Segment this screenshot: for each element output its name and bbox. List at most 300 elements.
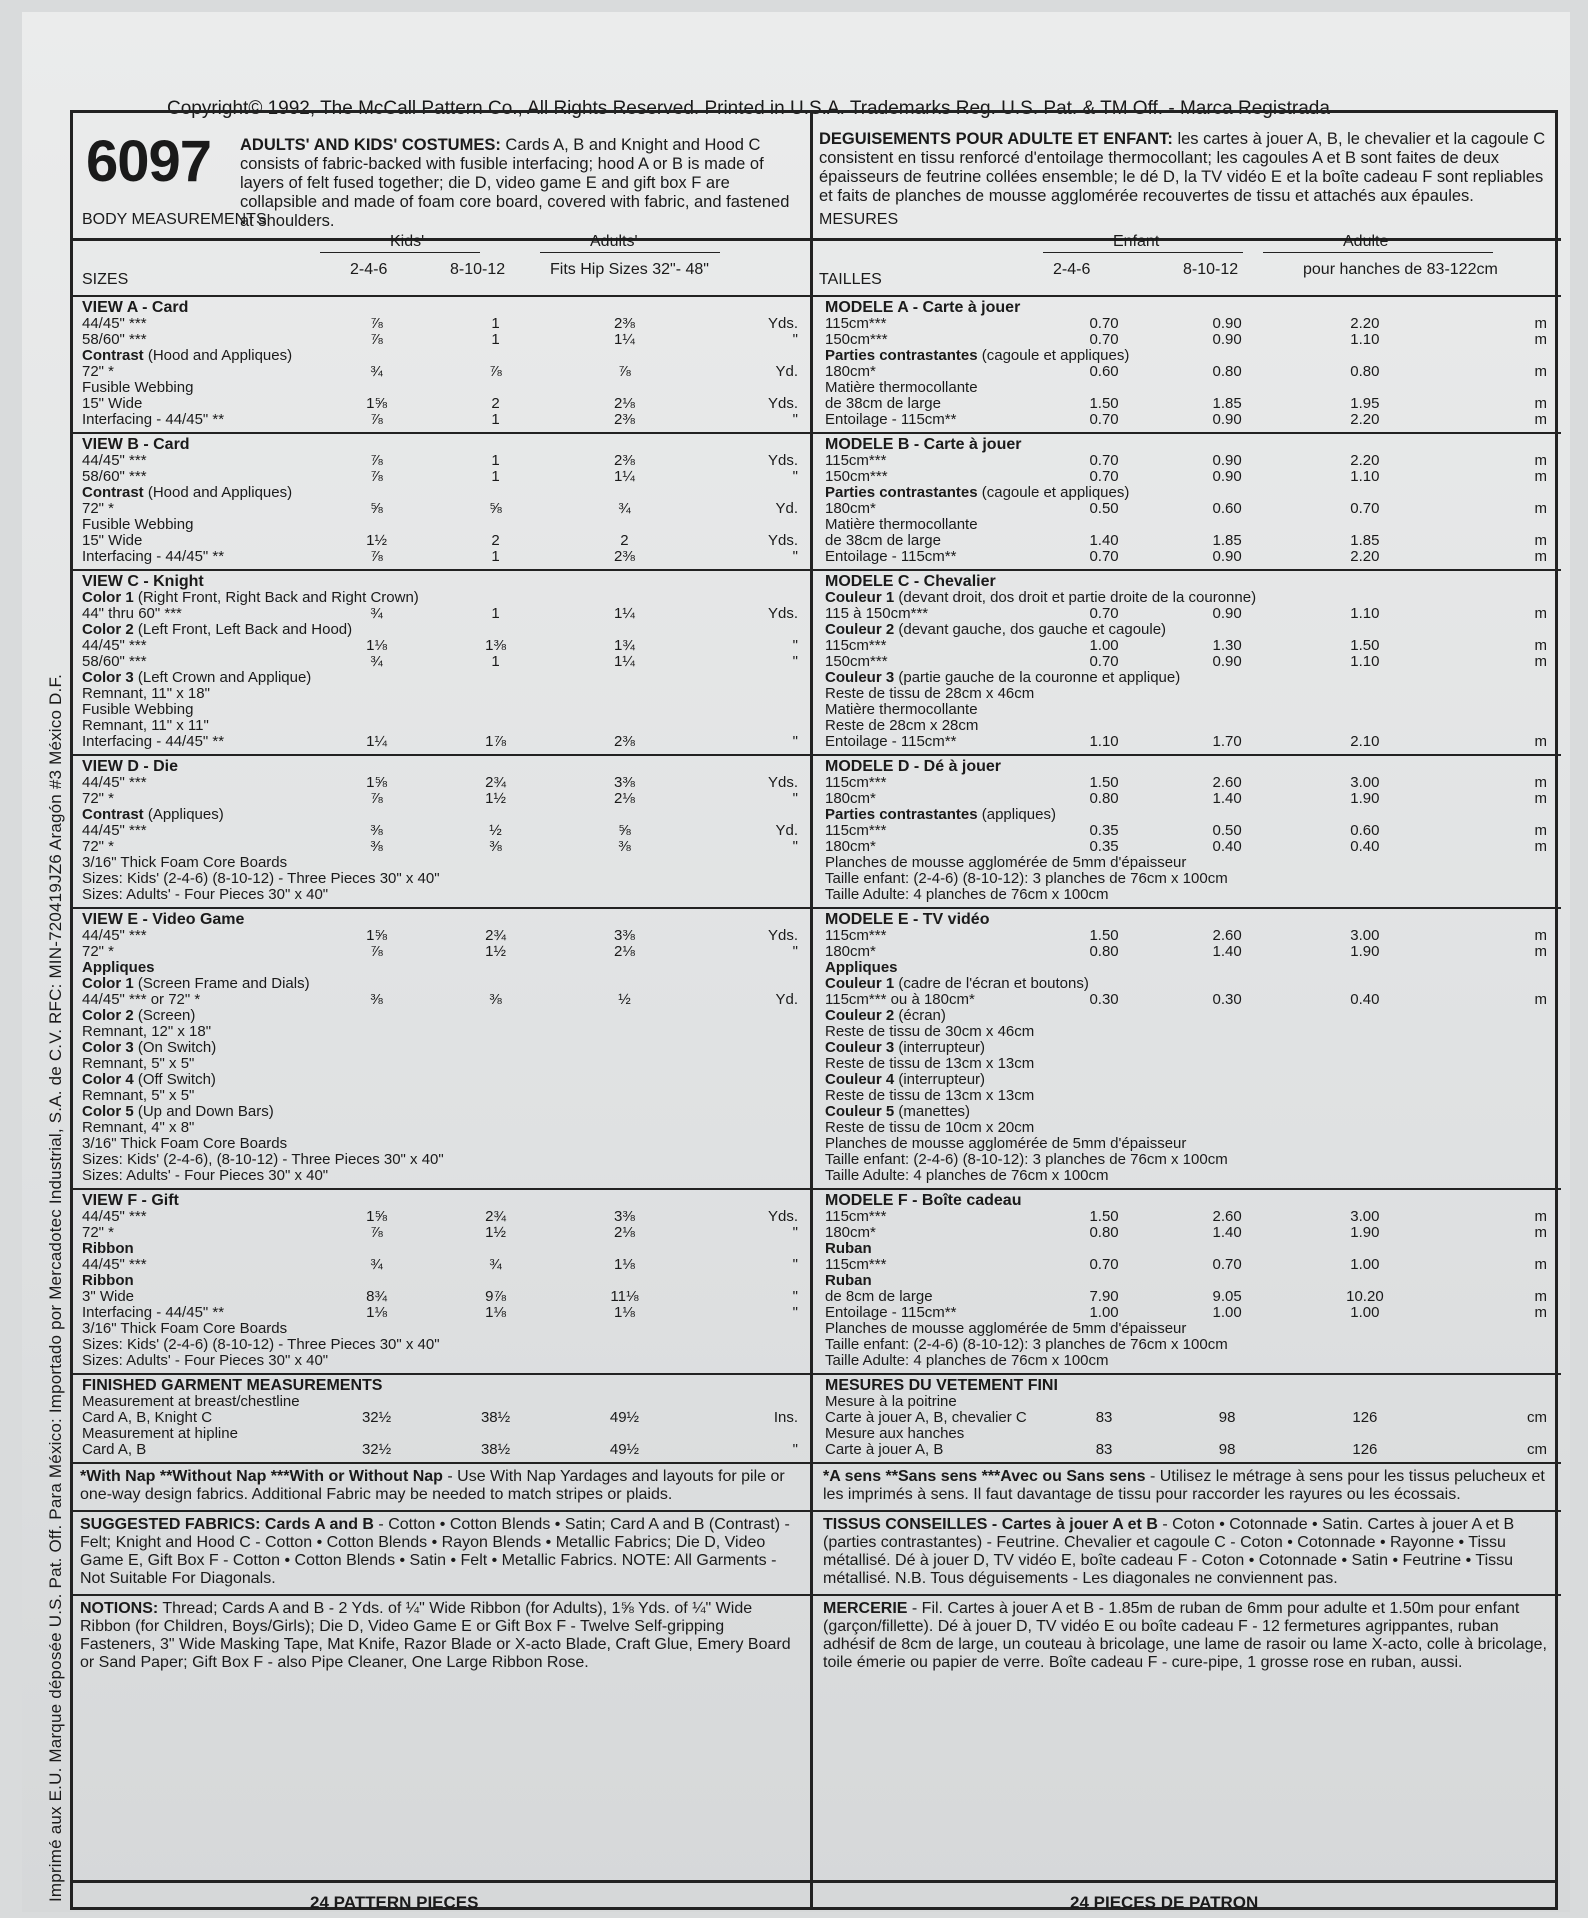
amount-cell: 0.70 — [1089, 452, 1119, 469]
yardage-section — [70, 297, 810, 434]
row-label: 15" Wide — [82, 395, 143, 412]
yardage-row — [70, 686, 810, 702]
unit-cell: m — [1534, 1256, 1547, 1273]
amount-cell: 2¾ — [485, 927, 506, 944]
yardage-row — [813, 590, 1561, 606]
yardage-row — [813, 316, 1561, 332]
notions-heading: NOTIONS: — [80, 1600, 159, 1617]
amount-cell: 38½ — [480, 1441, 511, 1458]
amount-cell: ¾ — [370, 605, 383, 622]
yardage-row — [813, 396, 1561, 412]
view-heading: MODELE C - Chevalier — [825, 573, 996, 590]
amount-cell: ⅝ — [618, 822, 631, 839]
row-label: 3" Wide — [82, 1288, 135, 1305]
row-label-rest: (Up and Down Bars) — [133, 1103, 274, 1120]
row-label: Sizes: Adults' - Four Pieces 30" x 40" — [82, 886, 329, 903]
unit-cell: Yds. — [767, 1208, 798, 1225]
enfant-label: Enfant — [1113, 233, 1160, 250]
english-title: ADULTS' AND KIDS' COSTUMES: — [240, 136, 501, 154]
row-label: Reste de tissu de 30cm x 46cm — [825, 1023, 1035, 1040]
unit-cell: " — [792, 838, 798, 855]
yardage-row — [813, 1321, 1561, 1337]
row-label-rest: (appliques) — [977, 806, 1056, 823]
amount-cell: 1.90 — [1350, 790, 1380, 807]
yardage-row — [70, 654, 810, 670]
amount-cell: 0.40 — [1212, 838, 1242, 855]
yardage-row — [813, 638, 1561, 654]
row-label: Interfacing - 44/45" ** — [82, 548, 225, 565]
row-label-bold: Parties contrastantes — [825, 347, 978, 364]
row-label: 72" * — [82, 790, 115, 807]
amount-cell: ⅞ — [370, 452, 383, 469]
view-heading: MODELE A - Carte à jouer — [825, 299, 1021, 316]
view-heading: VIEW D - Die — [82, 758, 179, 775]
yardage-row — [813, 718, 1561, 734]
row-label-bold: Color 1 — [82, 589, 134, 606]
amount-cell: 0.70 — [1089, 653, 1119, 670]
amount-cell: 0.30 — [1212, 991, 1242, 1008]
amount-cell: ⅞ — [370, 548, 383, 565]
yardage-row — [813, 1088, 1561, 1104]
unit-cell: m — [1534, 790, 1547, 807]
unit-cell: m — [1534, 838, 1547, 855]
yardage-row — [813, 807, 1561, 823]
unit-cell: m — [1534, 395, 1547, 412]
yardage-row — [70, 1378, 810, 1394]
amount-cell: 2.20 — [1350, 411, 1380, 428]
row-label: 180cm* — [825, 943, 876, 960]
amount-cell: 32½ — [361, 1409, 392, 1426]
unit-cell: m — [1534, 1304, 1547, 1321]
yardage-row — [813, 654, 1561, 670]
adulte-label: Adulte — [1343, 233, 1389, 250]
view-heading: VIEW F - Gift — [82, 1192, 179, 1209]
amount-cell: 9.05 — [1212, 1288, 1242, 1305]
unit-cell: Yd. — [775, 500, 798, 517]
row-label: Planches de mousse agglomérée de 5mm d'épaisseur — [825, 1320, 1187, 1337]
unit-cell: Yds. — [767, 315, 798, 332]
english-description — [240, 136, 802, 231]
yardage-row — [70, 855, 810, 871]
amount-cell: 2⅜ — [614, 315, 635, 332]
amount-cell: 0.35 — [1089, 822, 1119, 839]
row-label-bold: Color 3 — [82, 669, 134, 686]
yardage-row — [813, 364, 1561, 380]
amount-cell: 1 — [491, 468, 500, 485]
yardage-row — [813, 469, 1561, 485]
row-label — [813, 1040, 1045, 1056]
amount-cell: 9⅞ — [485, 1288, 506, 1305]
row-label-rest: (Appliques) — [143, 806, 224, 823]
yardage-row — [70, 574, 810, 590]
nap-text-fr: - Utilisez le métrage à sens pour les tissus pelucheux et les imprimés à sens. Il faut davantage de tissu pour raccorder les rayures ou les écossais. — [823, 1468, 1545, 1503]
row-label — [813, 960, 1045, 976]
yardage-row — [813, 412, 1561, 428]
unit-cell: Yds. — [767, 532, 798, 549]
yardage-row — [70, 1193, 810, 1209]
yardage-row — [70, 606, 810, 622]
row-label — [813, 589, 1257, 606]
amount-cell: 1 — [491, 315, 500, 332]
row-label — [813, 1008, 1045, 1024]
amount-cell: 3⅜ — [614, 1208, 635, 1225]
row-label — [813, 1241, 1045, 1257]
yardage-row — [813, 300, 1561, 316]
yardage-row — [813, 1008, 1561, 1024]
amount-cell: 2 — [620, 532, 629, 549]
row-label — [813, 975, 1089, 992]
row-label: 72" * — [82, 1224, 115, 1241]
amount-cell: 3.00 — [1350, 774, 1380, 791]
unit-cell: " — [792, 653, 798, 670]
yardage-row — [813, 1225, 1561, 1241]
row-label: Sizes: Adults' - Four Pieces 30" x 40" — [82, 1167, 329, 1184]
amount-cell: 0.70 — [1089, 548, 1119, 565]
row-label-bold: Color 2 — [82, 621, 134, 638]
unit-cell: cm — [1527, 1409, 1547, 1426]
row-label-bold: Couleur 1 — [825, 589, 895, 606]
row-label: 150cm*** — [825, 653, 888, 670]
row-label: Sizes: Adults' - Four Pieces 30" x 40" — [82, 1352, 329, 1369]
amount-cell: 0.80 — [1212, 363, 1242, 380]
unit-cell: m — [1534, 331, 1547, 348]
amount-cell: 49½ — [609, 1409, 640, 1426]
yardage-row — [70, 791, 810, 807]
footer-bar — [70, 1880, 1558, 1913]
row-label: 44/45" *** — [82, 1208, 147, 1225]
yardage-section — [813, 434, 1561, 571]
yardage-row — [70, 702, 810, 718]
amount-cell: 0.90 — [1212, 605, 1242, 622]
copyright-line: Copyright© 1992, The McCall Pattern Co., All Rights Reserved. Printed in U.S.A. Trademarks Reg. U.S. Pat. & TM Off. - Marca Registrada — [167, 98, 1330, 119]
french-size-header — [813, 211, 1561, 297]
yardage-row — [70, 944, 810, 960]
row-label: Taille Adulte: 4 planches de 76cm x 100cm — [825, 1352, 1109, 1369]
row-label-rest: (On Switch) — [133, 1039, 217, 1056]
amount-cell: 83 — [1095, 1441, 1113, 1458]
row-label: 58/60" *** — [82, 331, 147, 348]
unit-cell: Ins. — [773, 1409, 798, 1426]
taille-col-3: pour hanches de 83-122cm — [1303, 261, 1498, 278]
yardage-row — [70, 1088, 810, 1104]
yardage-row — [70, 1040, 810, 1056]
yardage-row — [70, 380, 810, 396]
amount-cell: 0.70 — [1089, 1256, 1119, 1273]
amount-cell: ⅜ — [618, 838, 631, 855]
row-label — [813, 1104, 1045, 1120]
row-label-bold: Couleur 3 — [825, 1039, 895, 1056]
amount-cell: 2 — [491, 395, 500, 412]
yardage-row — [813, 976, 1561, 992]
yardage-row — [813, 702, 1561, 718]
unit-cell: " — [792, 411, 798, 428]
unit-cell: m — [1534, 363, 1547, 380]
row-label — [70, 1241, 322, 1257]
yardage-section — [813, 909, 1561, 1190]
yardage-row — [70, 807, 810, 823]
unit-cell: Yd. — [775, 822, 798, 839]
yardage-row — [813, 855, 1561, 871]
row-label-rest: (Right Front, Right Back and Right Crown) — [133, 589, 419, 606]
yardage-row — [813, 1442, 1561, 1458]
row-label-rest: (Left Crown and Applique) — [133, 669, 312, 686]
row-label: Matière thermocollante — [825, 701, 978, 718]
vertical-import-notice: Imprimé aux E.U. Marque déposée U.S. Pat. Off. Para México: Importado por Mercadotec Industrial, S.A. de C.V. RFC: MIN-720419JZ6 Aragón #3 México D.F. — [46, 673, 65, 1902]
yardage-row — [813, 1193, 1561, 1209]
french-header — [813, 110, 1561, 241]
amount-cell: ⅞ — [370, 411, 383, 428]
amount-cell: 2⅛ — [614, 1224, 635, 1241]
row-label-bold: Ribbon — [82, 1272, 134, 1289]
row-label-bold: Couleur 2 — [825, 621, 895, 638]
row-label-bold: Couleur 5 — [825, 1103, 895, 1120]
row-label: 58/60" *** — [82, 653, 147, 670]
row-label: Reste de tissu de 13cm x 13cm — [825, 1087, 1035, 1104]
yardage-row — [813, 775, 1561, 791]
row-label: Carte à jouer A, B, chevalier C — [825, 1409, 1027, 1426]
amount-cell: 1 — [491, 331, 500, 348]
amount-cell: 1½ — [485, 790, 506, 807]
yardage-row — [813, 871, 1561, 887]
row-label-rest: (Hood and Appliques) — [143, 484, 293, 501]
amount-cell: 0.60 — [1350, 822, 1380, 839]
yardage-row — [70, 1426, 810, 1442]
yardage-section — [70, 1190, 810, 1375]
row-label-bold: Appliques — [825, 959, 898, 976]
yardage-row — [70, 590, 810, 606]
yardage-section — [813, 571, 1561, 756]
row-label-bold: Color 5 — [82, 1103, 134, 1120]
amount-cell: 3⅜ — [614, 774, 635, 791]
amount-cell: 1⅞ — [485, 733, 506, 750]
unit-cell: m — [1534, 1208, 1547, 1225]
english-column — [70, 110, 810, 1910]
row-label-bold: Color 4 — [82, 1071, 134, 1088]
row-label: Planches de mousse agglomérée de 5mm d'épaisseur — [825, 1135, 1187, 1152]
amount-cell: 1⅝ — [366, 774, 387, 791]
row-label-rest: (partie gauche de la couronne et applique) — [894, 669, 1181, 686]
amount-cell: 0.80 — [1089, 1224, 1119, 1241]
amount-cell: 1¼ — [614, 605, 635, 622]
yardage-row — [813, 1152, 1561, 1168]
unit-cell: m — [1534, 733, 1547, 750]
row-label: Card A, B, Knight C — [82, 1409, 213, 1426]
row-label-bold: Couleur 3 — [825, 669, 895, 686]
yardage-row — [70, 887, 810, 903]
row-label: 180cm* — [825, 500, 876, 517]
amount-cell: 1¼ — [614, 468, 635, 485]
amount-cell: 0.50 — [1089, 500, 1119, 517]
amount-cell: 1¼ — [366, 733, 387, 750]
amount-cell: 0.50 — [1212, 822, 1242, 839]
yardage-row — [813, 686, 1561, 702]
yardage-row — [70, 622, 810, 638]
yardage-row — [70, 412, 810, 428]
row-label: 72" * — [82, 838, 115, 855]
row-label: 44/45" *** — [82, 927, 147, 944]
amount-cell: 0.90 — [1212, 411, 1242, 428]
amount-cell: 1.10 — [1350, 605, 1380, 622]
amount-cell: 1⅛ — [366, 1304, 387, 1321]
row-label: 180cm* — [825, 838, 876, 855]
size-col-3: Fits Hip Sizes 32"- 48" — [550, 261, 709, 278]
yardage-row — [813, 1209, 1561, 1225]
row-label — [813, 1273, 1045, 1289]
amount-cell: 1⅛ — [614, 1304, 635, 1321]
row-label-rest: (Screen Frame and Dials) — [133, 975, 310, 992]
amount-cell: 11⅛ — [610, 1288, 639, 1305]
adulte-underline — [1263, 252, 1493, 253]
row-label: 58/60" *** — [82, 468, 147, 485]
row-label: Measurement at hipline — [82, 1425, 238, 1442]
row-label — [70, 1040, 322, 1056]
amount-cell: 2.60 — [1212, 1208, 1242, 1225]
row-label: 150cm*** — [825, 331, 888, 348]
yardage-row — [813, 1120, 1561, 1136]
row-label-rest: (Hood and Appliques) — [143, 347, 293, 364]
size-col-2: 8-10-12 — [450, 261, 506, 278]
row-label: 44" thru 60" *** — [82, 605, 182, 622]
yardage-section — [813, 297, 1561, 434]
yardage-row — [70, 300, 810, 316]
amount-cell: 10.20 — [1346, 1288, 1384, 1305]
unit-cell: m — [1534, 1224, 1547, 1241]
yardage-row — [70, 1257, 810, 1273]
row-label — [70, 1072, 322, 1088]
view-heading: MESURES DU VETEMENT FINI — [825, 1377, 1058, 1394]
yardage-row — [70, 1104, 810, 1120]
row-label-bold: Contrast — [82, 484, 144, 501]
amount-cell: 0.70 — [1089, 315, 1119, 332]
yardage-row — [813, 992, 1561, 1008]
unit-cell: cm — [1527, 1441, 1547, 1458]
amount-cell: 1.00 — [1089, 1304, 1119, 1321]
yardage-row — [70, 1394, 810, 1410]
yardage-row — [70, 1289, 810, 1305]
yardage-row — [70, 1410, 810, 1426]
yardage-row — [813, 1024, 1561, 1040]
french-yardage-table — [813, 297, 1561, 1464]
amount-cell: 1.30 — [1212, 637, 1242, 654]
yardage-row — [70, 517, 810, 533]
row-label: 115cm*** ou à 180cm* — [825, 991, 975, 1008]
amount-cell: 1¾ — [614, 637, 635, 654]
amount-cell: 1 — [491, 653, 500, 670]
yardage-row — [813, 622, 1561, 638]
row-label-bold: Contrast — [82, 347, 144, 364]
view-heading: MODELE F - Boîte cadeau — [825, 1192, 1022, 1209]
yardage-row — [70, 1337, 810, 1353]
amount-cell: 1.90 — [1350, 943, 1380, 960]
row-label — [70, 621, 353, 638]
row-label — [813, 806, 1056, 823]
row-label: Taille Adulte: 4 planches de 76cm x 100cm — [825, 886, 1109, 903]
row-label: 3/16" Thick Foam Core Boards — [82, 1320, 288, 1337]
amount-cell: ¾ — [370, 363, 383, 380]
yardage-row — [70, 718, 810, 734]
row-label: 44/45" *** — [82, 1256, 147, 1273]
nap-legend: *With Nap **Without Nap ***With or Without Nap — [80, 1468, 443, 1485]
amount-cell: 0.80 — [1089, 943, 1119, 960]
unit-cell: " — [792, 331, 798, 348]
row-label: 72" * — [82, 363, 115, 380]
unit-cell: Yds. — [767, 774, 798, 791]
amount-cell: 7.90 — [1089, 1288, 1119, 1305]
yardage-row — [813, 606, 1561, 622]
yardage-row — [70, 1008, 810, 1024]
french-description-text: les cartes à jouer A, B, le chevalier et la cagoule C consistent en tissu renforcé d'entoilage thermocollant; les cagoules A et B sont faites de deux épaisseurs de feutrine collées ensemble; le dé D, la TV vidéo E et la boîte cadeau F sont repliables et faits de planches de mousse agglomérée recouvertes de tissu et attachés aux épaules. — [819, 130, 1546, 205]
row-label-bold: Parties contrastantes — [825, 484, 978, 501]
row-label: 44/45" *** — [82, 774, 147, 791]
amount-cell: 0.70 — [1350, 500, 1380, 517]
size-col-1: 2-4-6 — [350, 261, 388, 278]
yardage-row — [813, 1289, 1561, 1305]
row-label-rest: (Screen) — [133, 1007, 196, 1024]
unit-cell: " — [792, 790, 798, 807]
amount-cell: 1⅝ — [366, 395, 387, 412]
row-label: Card A, B — [82, 1441, 147, 1458]
yardage-row — [70, 928, 810, 944]
amount-cell: 0.90 — [1212, 315, 1242, 332]
amount-cell: ⅞ — [370, 790, 383, 807]
yardage-row — [813, 1056, 1561, 1072]
amount-cell: 0.80 — [1089, 790, 1119, 807]
amount-cell: 1.00 — [1350, 1256, 1380, 1273]
unit-cell: m — [1534, 653, 1547, 670]
row-label-rest: (cagoule et appliques) — [977, 347, 1130, 364]
amount-cell: ½ — [489, 822, 502, 839]
yardage-row — [813, 944, 1561, 960]
unit-cell: " — [792, 468, 798, 485]
row-label-rest: (cadre de l'écran et boutons) — [894, 975, 1089, 992]
row-label — [70, 485, 322, 501]
unit-cell: Yds. — [767, 395, 798, 412]
amount-cell: 1.70 — [1212, 733, 1242, 750]
amount-cell: 3.00 — [1350, 927, 1380, 944]
yardage-section — [70, 909, 810, 1190]
row-label: 44/45" *** — [82, 452, 147, 469]
yardage-row — [70, 1353, 810, 1369]
yardage-row — [70, 670, 810, 686]
pattern-number: 6097 — [86, 129, 212, 194]
amount-cell: 2.20 — [1350, 315, 1380, 332]
row-label: 72" * — [82, 943, 115, 960]
row-label: 180cm* — [825, 363, 876, 380]
amount-cell: ⅞ — [370, 943, 383, 960]
row-label: de 38cm de large — [825, 395, 941, 412]
body-measurements-label: BODY MEASUREMENTS — [82, 211, 267, 228]
view-heading: VIEW A - Card — [82, 299, 189, 316]
kids-label: Kids' — [390, 233, 425, 250]
row-label: Interfacing - 44/45" ** — [82, 733, 225, 750]
unit-cell: m — [1534, 774, 1547, 791]
amount-cell: ⅜ — [370, 991, 383, 1008]
english-suggested-fabrics — [70, 1512, 810, 1596]
view-heading: FINISHED GARMENT MEASUREMENTS — [82, 1377, 383, 1394]
amount-cell: 38½ — [480, 1409, 511, 1426]
amount-cell: 3⅜ — [614, 927, 635, 944]
row-label — [813, 669, 1181, 686]
amount-cell: 1.00 — [1089, 637, 1119, 654]
yardage-row — [70, 485, 810, 501]
row-label-bold: Couleur 2 — [825, 1007, 895, 1024]
amount-cell: 2.10 — [1350, 733, 1380, 750]
unit-cell: Yd. — [775, 363, 798, 380]
view-heading: MODELE B - Carte à jouer — [825, 436, 1022, 453]
yardage-row — [813, 1241, 1561, 1257]
yardage-row — [70, 1056, 810, 1072]
view-heading: MODELE E - TV vidéo — [825, 911, 990, 928]
